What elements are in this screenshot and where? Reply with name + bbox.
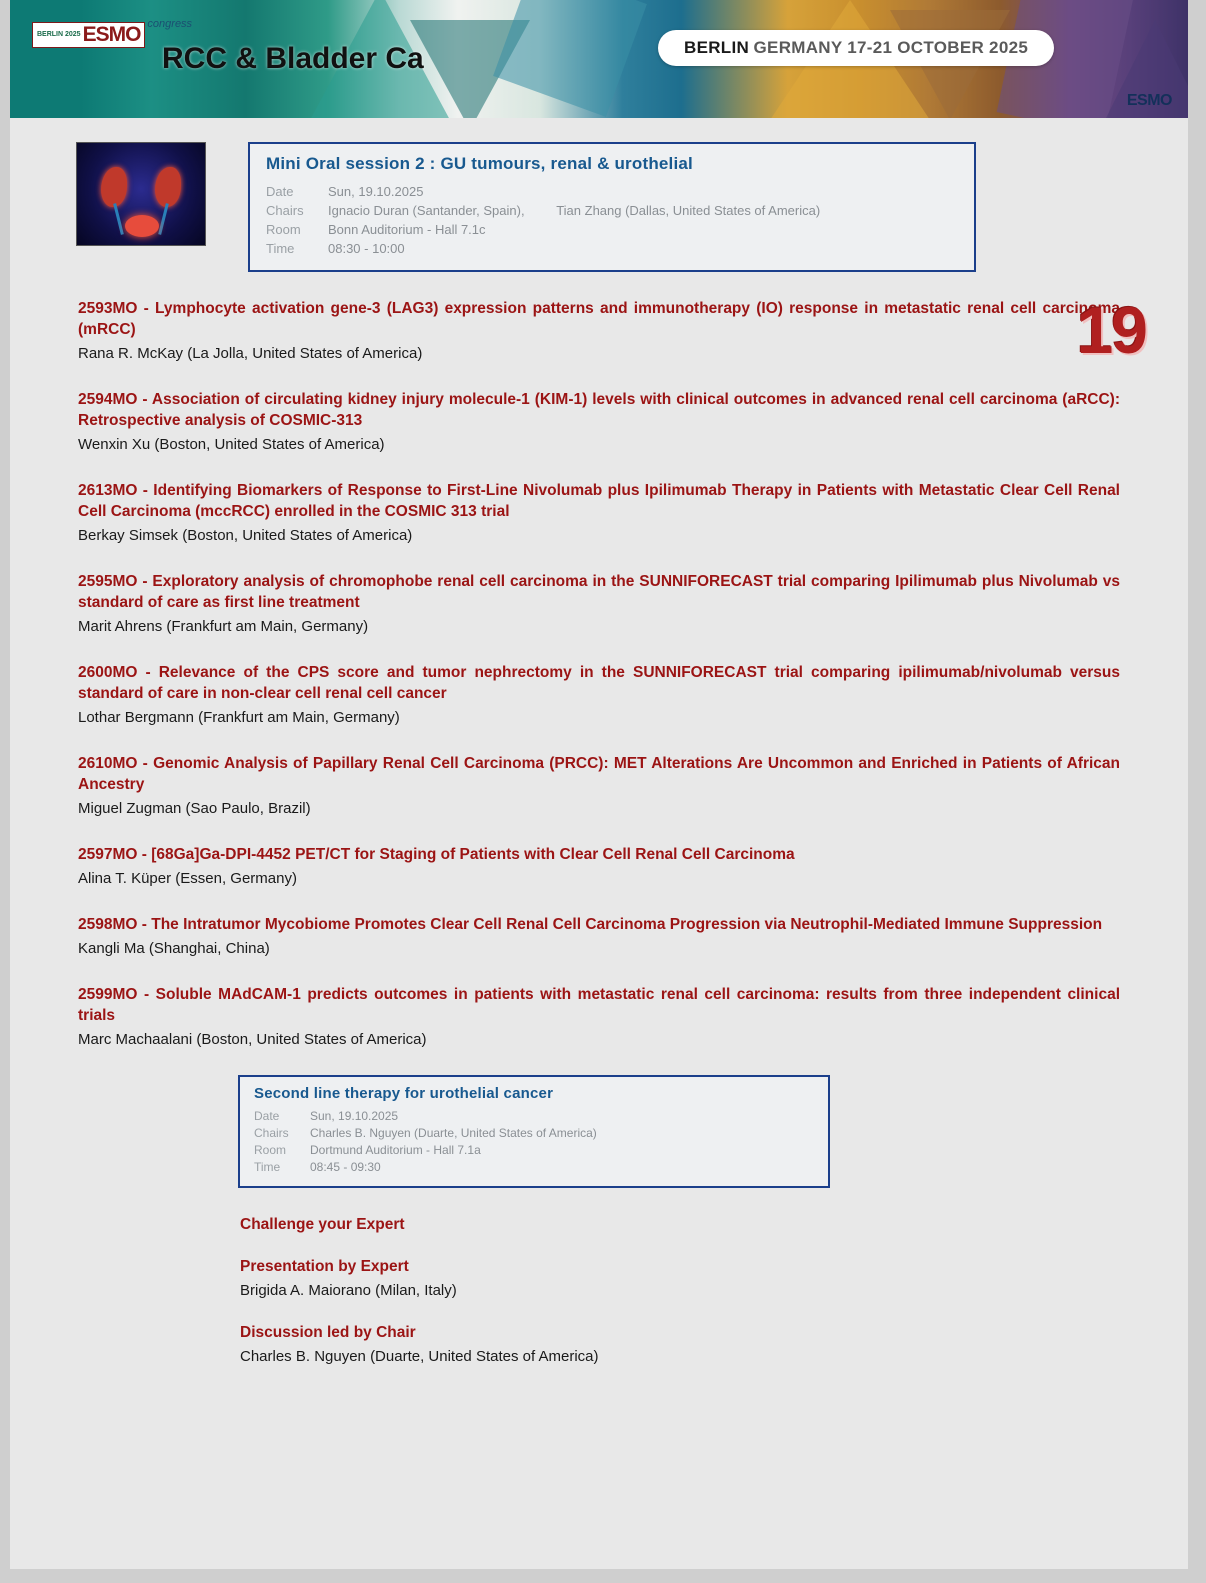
session2-chairs-label: Chairs bbox=[254, 1126, 289, 1140]
congress-dates: GERMANY 17-21 OCTOBER 2025 bbox=[753, 38, 1029, 57]
talk-title: 2610MO - Genomic Analysis of Papillary Renal Cell Carcinoma (PRCC): MET Alterations Are Uncommon and Enriched in Patients of African Ancestry bbox=[78, 755, 1120, 793]
talk-speaker: Wenxin Xu (Boston, United States of America) bbox=[78, 436, 385, 453]
talk-speaker: Marit Ahrens (Frankfurt am Main, Germany) bbox=[78, 618, 369, 635]
list-item bbox=[78, 480, 1120, 547]
session-chairs-label: Chairs bbox=[266, 203, 304, 218]
session2-chairs-row bbox=[254, 1125, 814, 1142]
session2-room-value: Dortmund Auditorium - Hall 7.1a bbox=[310, 1143, 481, 1157]
list-item bbox=[78, 844, 1120, 890]
talk-speaker: Kangli Ma (Shanghai, China) bbox=[78, 940, 270, 957]
talk-title: 2600MO - Relevance of the CPS score and tumor nephrectomy in the SUNNIFORECAST trial comparing ipilimumab/nivolumab versus standard of care in non-clear cell renal cell cancer bbox=[78, 664, 1120, 702]
agenda-item-name: Charles B. Nguyen (Duarte, United States of America) bbox=[240, 1348, 599, 1365]
slide-number: 19 bbox=[1076, 293, 1146, 367]
bladder-icon bbox=[125, 215, 159, 237]
session2-info-box bbox=[238, 1075, 830, 1188]
session2-time-label: Time bbox=[254, 1160, 281, 1174]
list-item bbox=[78, 298, 1120, 365]
talk-title: 2594MO - Association of circulating kidney injury molecule-1 (KIM-1) levels with clinical outcomes in advanced renal cell carcinoma (aRCC): Retrospective analysis of COSMIC-313 bbox=[78, 391, 1120, 429]
session2-time-value: 08:45 - 09:30 bbox=[310, 1160, 381, 1174]
talk-title: 2599MO - Soluble MAdCAM-1 predicts outcomes in patients with metastatic renal cell carcinoma: results from three independent clinical trials bbox=[78, 986, 1120, 1024]
session2-room-row bbox=[254, 1142, 814, 1159]
session-time-row bbox=[266, 239, 958, 258]
session2-date-label: Date bbox=[254, 1109, 280, 1123]
list-item bbox=[78, 571, 1120, 638]
session2-agenda bbox=[50, 1214, 1148, 1368]
session-room-label: Room bbox=[266, 222, 301, 237]
esmo-logo-mark: ESMO bbox=[82, 23, 141, 46]
talk-speaker: Berkay Simsek (Boston, United States of America) bbox=[78, 527, 413, 544]
session-info-box bbox=[248, 142, 976, 272]
agenda-item bbox=[240, 1214, 1148, 1236]
session2-chairs-value: Charles B. Nguyen (Duarte, United States of America) bbox=[310, 1126, 597, 1140]
header-banner bbox=[10, 0, 1188, 118]
session-chair-2: Tian Zhang (Dallas, United States of America) bbox=[556, 203, 821, 218]
talk-title: 2597MO - [68Ga]Ga-DPI-4452 PET/CT for Staging of Patients with Clear Cell Renal Cell Carcinoma bbox=[78, 846, 795, 863]
talk-title: 2598MO - The Intratumor Mycobiome Promotes Clear Cell Renal Cell Carcinoma Progression via Neutrophil-Mediated Immune Suppression bbox=[78, 916, 1103, 933]
talk-speaker: Alina T. Küper (Essen, Germany) bbox=[78, 870, 297, 887]
slide-content bbox=[10, 142, 1188, 1368]
esmo-logo-congress: congress bbox=[147, 18, 193, 30]
list-item bbox=[78, 914, 1120, 960]
session2-date-row bbox=[254, 1108, 814, 1125]
session-time-label: Time bbox=[266, 241, 295, 256]
talk-speaker: Marc Machaalani (Boston, United States of America) bbox=[78, 1031, 427, 1048]
talk-speaker: Miguel Zugman (Sao Paulo, Brazil) bbox=[78, 800, 311, 817]
talk-speaker: Lothar Bergmann (Frankfurt am Main, Germany) bbox=[78, 709, 400, 726]
list-item bbox=[78, 753, 1120, 820]
talk-list bbox=[50, 298, 1148, 1051]
agenda-item-header: Presentation by Expert bbox=[240, 1258, 409, 1275]
agenda-item bbox=[240, 1256, 1148, 1302]
ureter-icon bbox=[158, 203, 169, 235]
session-time-value: 08:30 - 10:00 bbox=[328, 241, 405, 256]
congress-location-badge bbox=[658, 30, 1054, 66]
session-chair-1: Ignacio Duran (Santander, Spain), bbox=[328, 203, 525, 218]
list-item bbox=[78, 662, 1120, 729]
session2-date-value: Sun, 19.10.2025 bbox=[310, 1109, 399, 1123]
session-date-label: Date bbox=[266, 184, 294, 199]
session-title: Mini Oral session 2 : GU tumours, renal & urothelial bbox=[266, 154, 693, 173]
talk-speaker: Rana R. McKay (La Jolla, United States of America) bbox=[78, 345, 423, 362]
agenda-item bbox=[240, 1322, 1148, 1368]
kidney-icon bbox=[155, 167, 181, 207]
session-date-value: Sun, 19.10.2025 bbox=[328, 184, 424, 199]
session-chairs-value bbox=[328, 201, 820, 220]
session-chairs-row bbox=[266, 201, 958, 220]
session-room-value: Bonn Auditorium - Hall 7.1c bbox=[328, 222, 486, 237]
kidney-icon bbox=[101, 167, 127, 207]
session2-title: Second line therapy for urothelial cancer bbox=[254, 1085, 554, 1102]
esmo-logo-box bbox=[32, 22, 145, 48]
agenda-item-name: Brigida A. Maiorano (Milan, Italy) bbox=[240, 1282, 457, 1299]
page-title: RCC & Bladder Ca bbox=[162, 42, 424, 75]
session-room-row bbox=[266, 220, 958, 239]
esmo-logo-secondary: ESMO bbox=[1126, 92, 1172, 109]
session-date-row bbox=[266, 182, 958, 201]
session-header-row bbox=[50, 142, 1148, 272]
esmo-logo-year: BERLIN 2025 bbox=[37, 31, 81, 38]
list-item bbox=[78, 389, 1120, 456]
agenda-item-header: Discussion led by Chair bbox=[240, 1324, 416, 1341]
congress-city: BERLIN bbox=[684, 38, 750, 57]
talk-title: 2595MO - Exploratory analysis of chromophobe renal cell carcinoma in the SUNNIFORECAST trial comparing Ipilimumab plus Nivolumab vs standard of care as first line treatment bbox=[78, 573, 1120, 611]
session2-room-label: Room bbox=[254, 1143, 287, 1157]
talk-title: 2593MO - Lymphocyte activation gene-3 (LAG3) expression patterns and immunotherapy (IO) response in metastatic renal cell carcinoma (mRCC) bbox=[78, 300, 1120, 338]
agenda-item-header: Challenge your Expert bbox=[240, 1216, 405, 1233]
list-item bbox=[78, 984, 1120, 1051]
kidney-bladder-illustration bbox=[76, 142, 206, 246]
session2-time-row bbox=[254, 1159, 814, 1176]
talk-title: 2613MO - Identifying Biomarkers of Response to First-Line Nivolumab plus Ipilimumab Therapy in Patients with Metastatic Clear Cell Renal Cell Carcinoma (mccRCC) enrolled in the COSMIC 313 trial bbox=[78, 482, 1120, 520]
ureter-icon bbox=[113, 203, 124, 235]
